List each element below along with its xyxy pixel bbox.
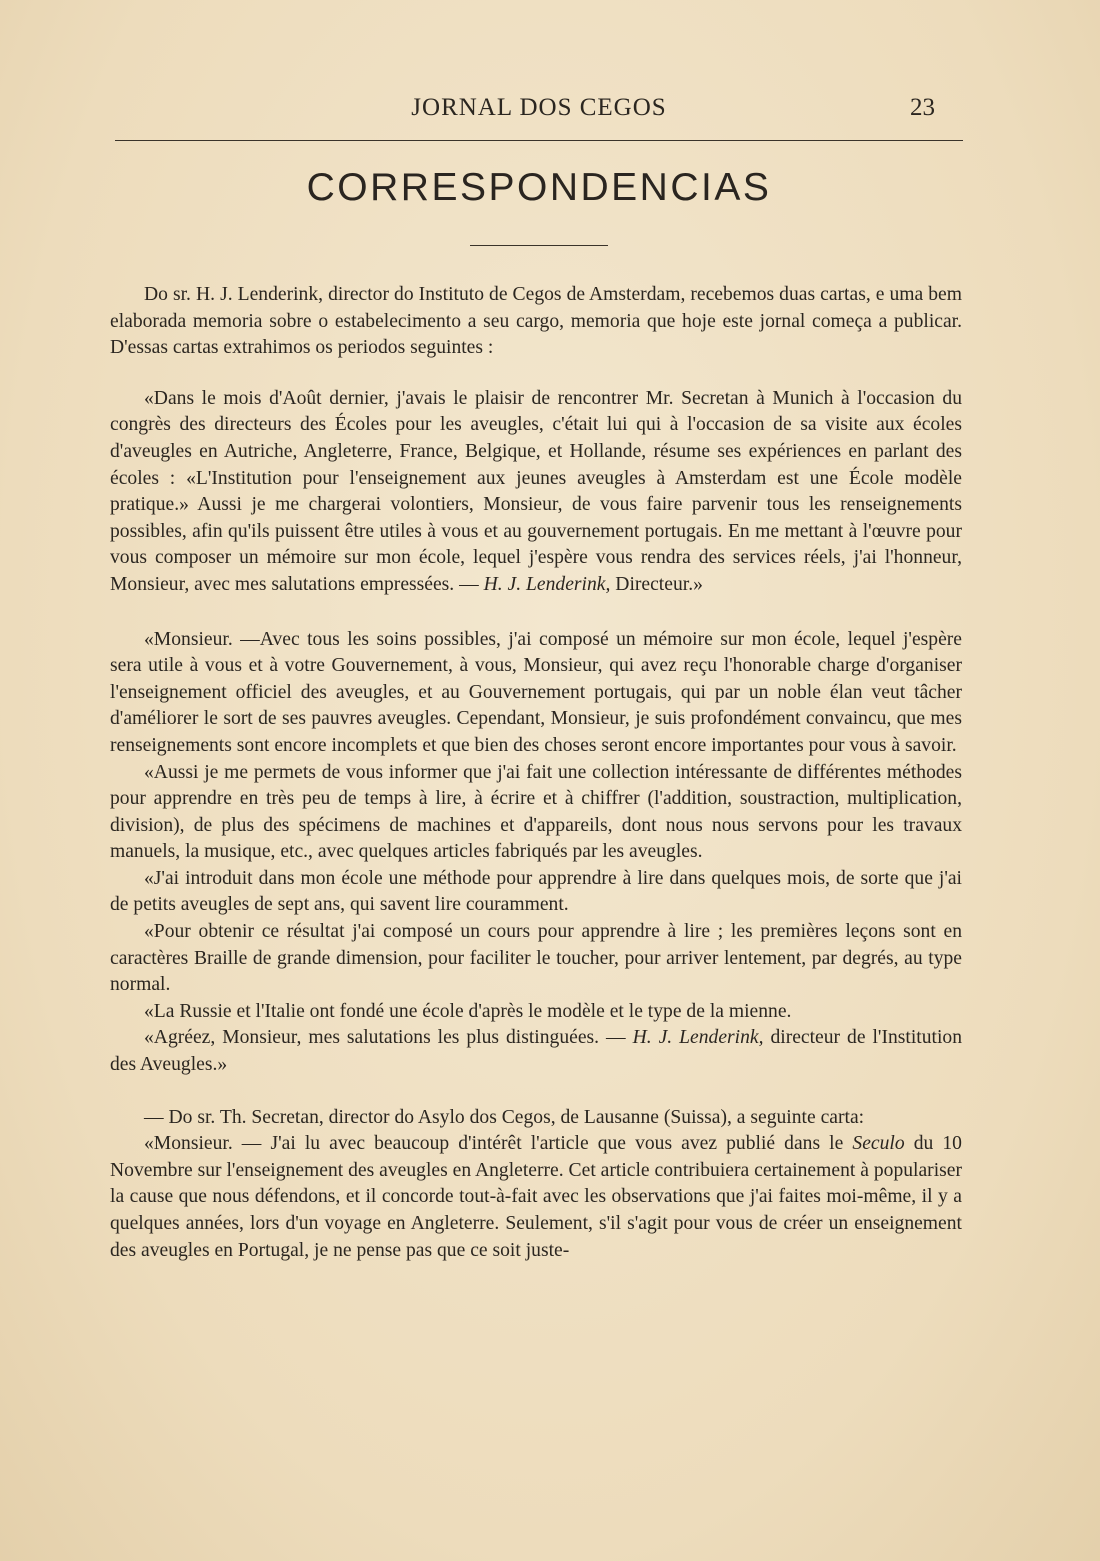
seculo-newspaper-name: Seculo bbox=[852, 1133, 905, 1155]
title-rule bbox=[470, 245, 608, 246]
journal-title: JORNAL DOS CEGOS bbox=[411, 94, 667, 121]
letter-two-signature: H. J. Lenderink, bbox=[632, 1027, 764, 1049]
letter-two-paragraph-3: «J'ai introduit dans mon école une méthode pour apprendre à lire dans quelques mois, de sorte que j'ai de petits aveugles de sept ans, qui savent lire couramment. bbox=[110, 867, 962, 916]
letter-two-closing: «Agréez, Monsieur, mes salutations les plus distinguées. — bbox=[144, 1027, 626, 1049]
letter-one-signature-title: Directeur.» bbox=[615, 573, 703, 595]
secretan-letter-text-b: du 10 Novembre sur l'enseignement des aveugles en Angleterre. Cet article contribuiera certainement à populariser la cause que nous défendons, et il concorde tout-à-fait avec les observations que j'ai faites moi-même, il y a quelques années, lors d'un voyage en Angleterre. Seulement, s'il s'agit pour vous de créer un enseignement des aveugles en Portugal, je ne pense pas que ce soit juste- bbox=[110, 1133, 962, 1261]
letter-two-paragraph-2: «Aussi je me permets de vous informer que j'ai fait une collection intéressante de différentes méthodes pour apprendre en très peu de temps à lire, à écrire et à chiffrer (l'addition, soustraction, multiplication, division), de plus des spécimens de machines et d'appareils, dont nous nous servons pour les travaux manuels, la musique, etc., avec quelques articles fabriqués par les aveugles. bbox=[110, 761, 962, 863]
secretan-letter-paragraph bbox=[110, 1131, 962, 1264]
letter-two-paragraph-5: «La Russie et l'Italie ont fondé une école d'après le modèle et le type de la mienne. bbox=[144, 1000, 792, 1022]
secretan-intro-paragraph: — Do sr. Th. Secretan, director do Asylo dos Cegos, de Lausanne (Suissa), a seguinte carta: bbox=[144, 1106, 865, 1128]
letter-two-paragraph-6 bbox=[110, 1025, 962, 1078]
letter-two-paragraph-4: «Pour obtenir ce résultat j'ai composé un cours pour apprendre à lire ; les premières leçons sont en caractères Braille de grande dimension, pour faciliter le toucher, pour arriver lentement, par degrés, au type normal. bbox=[110, 921, 962, 996]
secretan-letter-text-a: «Monsieur. — J'ai lu avec beaucoup d'intérêt l'article que vous avez publié dans le bbox=[144, 1133, 844, 1155]
page-number: 23 bbox=[910, 94, 935, 121]
article-body bbox=[110, 282, 962, 1264]
running-header bbox=[115, 94, 963, 128]
intro-paragraph: Do sr. H. J. Lenderink, director do Instituto de Cegos de Amsterdam, recebemos duas cartas, e uma bem elaborada memoria sobre o estabelecimento a seu cargo, memoria que hoje este jornal começa a publicar. D'essas cartas extrahimos os periodos seguintes : bbox=[110, 284, 962, 359]
letter-one-paragraph bbox=[110, 386, 962, 599]
letter-two-paragraph-1: «Monsieur. —Avec tous les soins possibles, j'ai composé un mémoire sur mon école, lequel j'espère sera utile à vous et à votre Gouvernement, à vous, Monsieur, qui avez reçu l'honorable charge d'organiser l'enseignement officiel des aveugles, et au Gouvernement portugais, qui par un noble élan veut tâcher d'améliorer le sort de ses pauvres aveugles. Cependant, Monsieur, je suis profondément convaincu, que mes renseignements sont encore incomplets et que bien des choses seront encore importantes pour vous à savoir. bbox=[110, 628, 962, 756]
letter-one-text: «Dans le mois d'Août dernier, j'avais le plaisir de rencontrer Mr. Secretan à Munich à l'occasion du congrès des directeurs des Écoles pour les aveugles, c'était lui qui à l'occasion de sa visite aux écoles d'aveugles en Autriche, Angleterre, France, Belgique, et Hollande, résume ses expériences en parlant des écoles : «L'Institution pour l'enseignement aux jeunes aveugles à Amsterdam est une École modèle pratique.» Aussi je me chargerai volontiers, Monsieur, de vous faire parvenir tous les renseignements possibles, afin qu'ils puissent être utiles à vous et au gouvernement portugais. En me mettant à l'œuvre pour vous composer un mémoire sur mon école, lequel j'espère vous rendra des services réels, j'ai l'honneur, Monsieur, avec mes salutations empressées. — bbox=[110, 387, 962, 595]
letter-one-signature: H. J. Lenderink, bbox=[483, 573, 611, 595]
letter-two-signature-title: directeur de l'Institution des Aveugles.» bbox=[110, 1027, 963, 1076]
header-rule bbox=[115, 140, 963, 141]
section-title: CORRESPONDENCIAS bbox=[306, 166, 772, 209]
